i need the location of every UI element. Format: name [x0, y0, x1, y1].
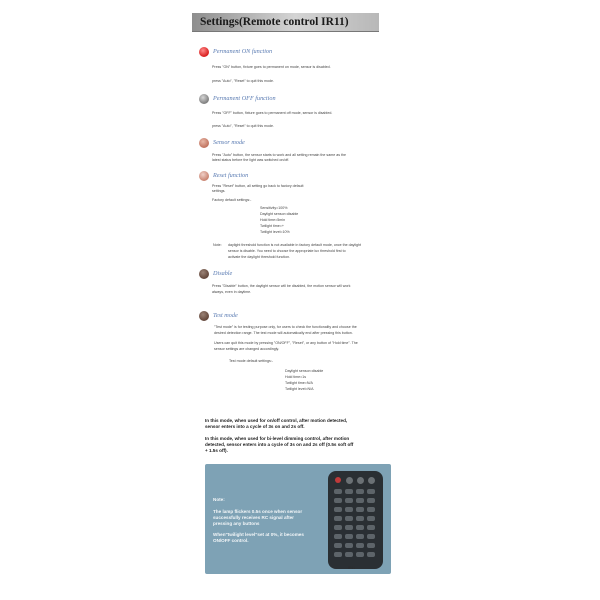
remote-button-icon: [334, 543, 342, 548]
reset-default-2: Daylight sensor=disable: [260, 212, 299, 216]
section-reset: [199, 171, 419, 183]
reset-line-1: Press "Reset" button, all setting go back to factory default: [212, 184, 304, 188]
on-line-1: Press "ON" button, fixture goes to permanent on mode, sensor is disabled.: [212, 65, 331, 69]
sensor-line-1: Press "Auto" button, the sensor starts to work and all setting remain the same as the: [212, 153, 346, 157]
section-title: Permanent ON function: [213, 48, 273, 55]
remote-button-icon: [367, 498, 375, 503]
remote-button-icon: [345, 525, 353, 530]
section-permanent-on: [199, 47, 419, 59]
section-title: Test mode: [213, 312, 238, 319]
remote-button-icon: [356, 498, 364, 503]
section-disable: [199, 269, 419, 281]
reset-note-line-3: activate the daylight threshold function.: [228, 255, 291, 259]
section-test-mode: [199, 311, 419, 323]
reset-note-label: Note:: [213, 243, 222, 247]
remote-note-line-1: The lamp flickers 0.5s once when sensor: [213, 509, 303, 514]
on-line-2: press "Auto", "Reset" to quit this mode.: [212, 79, 275, 83]
remote-button-icon: [356, 552, 364, 557]
bold-note-1: [205, 418, 395, 430]
remote-button-icon: [334, 552, 342, 557]
power-on-icon: [199, 47, 209, 57]
remote-button-icon: [346, 477, 353, 484]
remote-note-box: [205, 464, 391, 574]
remote-button-icon: [367, 552, 375, 557]
test-line-3: Users can quit this mode by pressing "ON/OFF", "Reset", or any button of "Hold time". The: [214, 341, 358, 345]
remote-model-label: IR11: [348, 566, 356, 570]
reset-note-line-2: sensor is disable. You need to choose the appropriate lux threshold first to: [228, 249, 346, 253]
section-title: Sensor mode: [213, 139, 245, 146]
remote-button-icon: [345, 534, 353, 539]
reset-default-5: Twilight level=10%: [260, 230, 290, 234]
remote-button-icon: [368, 477, 375, 484]
test-line-4: sensor settings are changed accordingly.: [214, 347, 280, 351]
section-title: Permanent OFF function: [213, 95, 276, 102]
remote-on-button-icon: [335, 477, 341, 483]
remote-button-icon: [334, 516, 342, 521]
remote-button-icon: [367, 516, 375, 521]
remote-button-icon: [345, 552, 353, 557]
remote-button-icon: [367, 543, 375, 548]
disable-icon: [199, 269, 209, 279]
remote-button-icon: [334, 507, 342, 512]
test-line-2: desired detection range. The test mode will automatically end after pressing this button.: [214, 331, 353, 335]
remote-button-icon: [367, 507, 375, 512]
page-title: Settings(Remote control IR11): [200, 16, 349, 28]
remote-button-icon: [367, 489, 375, 494]
bold-note-1-line-2: sensor enters into a cycle of 3s on and 2s off.: [205, 424, 305, 429]
remote-note-title: Note:: [213, 497, 225, 502]
remote-button-icon: [356, 534, 364, 539]
disable-line-2: always, even in daytime.: [212, 290, 252, 294]
remote-note-line-3: pressing any buttons: [213, 521, 260, 526]
reset-default-1: Sensitivity=100%: [260, 206, 288, 210]
power-off-icon: [199, 94, 209, 104]
remote-button-icon: [334, 525, 342, 530]
remote-button-icon: [367, 525, 375, 530]
remote-button-icon: [367, 534, 375, 539]
reset-line-3: Factory default settings:-: [212, 198, 252, 202]
section-title: Reset function: [213, 172, 249, 179]
bold-note-2-line-3: + 1.5s off).: [205, 448, 228, 453]
section-title: Disable: [213, 270, 233, 277]
test-default-1: Daylight sensor=disable: [285, 369, 324, 373]
page-title-bar: [192, 13, 379, 32]
remote-button-icon: [334, 534, 342, 539]
reset-note-line-1: daylight threshold function is not available in factory default mode, once the daylight: [228, 243, 362, 247]
remote-button-icon: [356, 525, 364, 530]
remote-button-icon: [356, 516, 364, 521]
test-default-4: Twilight level=N/A: [285, 387, 314, 391]
section-permanent-off: [199, 94, 419, 106]
remote-button-icon: [356, 489, 364, 494]
reset-default-3: Hold time=5min: [260, 218, 286, 222]
remote-button-icon: [345, 498, 353, 503]
remote-button-icon: [356, 507, 364, 512]
remote-button-icon: [345, 516, 353, 521]
remote-button-icon: [356, 543, 364, 548]
off-line-2: press "Auto", "Reset" to quit this mode.: [212, 124, 275, 128]
bold-note-2: [205, 436, 395, 454]
remote-note-line-5: ON/OFF control.: [213, 538, 249, 543]
remote-button-icon: [357, 477, 364, 484]
remote-control-image: [328, 471, 383, 569]
remote-button-icon: [345, 507, 353, 512]
reset-icon: [199, 171, 209, 181]
sensor-line-2: latest status before the light was switched on/off.: [212, 158, 290, 162]
bold-note-1-line-1: In this mode, when used for on/off control, after motion detected,: [205, 418, 348, 423]
test-line-1: "Test mode" is for testing purpose only, for users to check the functionality and choose the: [214, 325, 357, 329]
remote-button-icon: [334, 489, 342, 494]
reset-default-4: Twilight time=+: [260, 224, 284, 228]
remote-note-line-2: successfully receives RC signal after: [213, 515, 294, 520]
section-sensor-mode: [199, 138, 419, 150]
remote-button-icon: [345, 489, 353, 494]
off-line-1: Press "OFF" button, fixture goes to permanent off mode, sensor is disabled.: [212, 111, 333, 115]
remote-button-icon: [334, 498, 342, 503]
sensor-icon: [199, 138, 209, 148]
reset-line-2: settings.: [212, 189, 226, 193]
disable-line-1: Press "Disable" button, the daylight sensor will be disabled, the motion sensor will work: [212, 284, 351, 288]
test-line-5: Test mode default settings:-: [229, 359, 273, 363]
test-default-3: Twilight time=N/A: [285, 381, 313, 385]
remote-button-icon: [345, 543, 353, 548]
test-icon: [199, 311, 209, 321]
bold-note-2-line-2: detected, sensor enters into a cycle of 3s on and 2s off (0.5s soft off: [205, 442, 354, 447]
test-default-2: Hold time=1s: [285, 375, 307, 379]
remote-note-line-4: When"twilight level"set at 0%, it becomes: [213, 532, 304, 537]
bold-note-2-line-1: In this mode, when used for bi-level dimming control, after motion: [205, 436, 350, 441]
